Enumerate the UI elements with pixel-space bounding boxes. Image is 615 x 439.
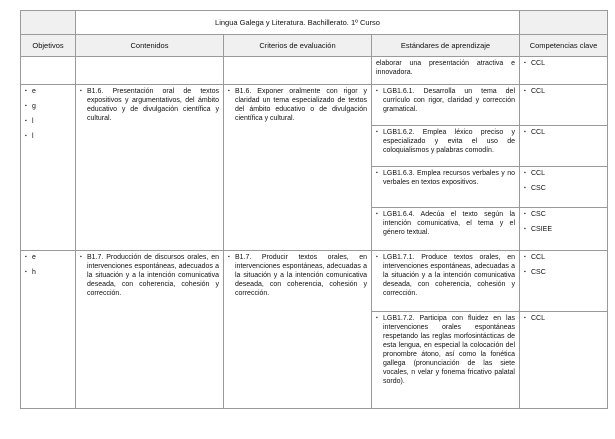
- contenido-cell: [76, 85, 224, 251]
- estandar-text: ▪ LGB1.6.4. Adecúa el texto según la intención comunicativa, el tema y el género textual.: [376, 210, 515, 237]
- criterio-text: ▪ B1.6. Exponer oralmente con rigor y claridad un tema especializado de textos del ámbito educativo o de divulgación científica y cultural.: [228, 87, 367, 123]
- header-objetivos: Objetivos: [21, 35, 76, 57]
- estandar-text: ▪ LGB1.6.1. Desarrolla un tema del currículo con rigor, claridad y corrección gramatical.: [376, 87, 515, 114]
- table-row: [21, 85, 608, 126]
- estandar-text: elaborar una presentación atractiva e innovadora.: [372, 57, 520, 85]
- competencia-item: ▪ CCL: [524, 87, 603, 96]
- header-competencias: Competencias clave: [520, 35, 608, 57]
- criterio-cell: [224, 251, 372, 409]
- criterio-text: ▪ B1.7. Producir textos orales, en intervenciones espontáneas, adecuadas a la situación y a la intención comunicativa deseada, con coherencia, cohesión y corrección.: [228, 253, 367, 298]
- criterio-cell: [224, 85, 372, 251]
- header-contenidos: Contenidos: [76, 35, 224, 57]
- estandar-text: ▪ LGB1.6.3. Emplea recursos verbales y no verbales en textos expositivos.: [376, 169, 515, 187]
- table-row: [21, 251, 608, 312]
- table-row: [21, 57, 608, 85]
- objetivo-item: ▪ e: [25, 87, 71, 96]
- objetivo-item: ▪ h: [25, 268, 71, 277]
- objetivo-item: ▪ g: [25, 102, 71, 111]
- objetivos-cell: [21, 85, 76, 251]
- competencia-item: ▪ CSC: [524, 268, 603, 277]
- contenido-text: ▪ B1.7. Producción de discursos orales, en intervenciones espontáneas, adecuados a la situación y a la intención comunicativa deseada, con coherencia, cohesión y corrección.: [80, 253, 219, 298]
- contenido-text: ▪ B1.6. Presentación oral de textos expositivos y argumentativos, del ámbito educativo y de divulgación científica y cultural.: [80, 87, 219, 123]
- estandar-text: ▪ LGB1.7.1. Produce textos orales, en intervenciones espontáneas, adecuadas a la situación y a la intención comunicativa deseada, con coherencia, cohesión y corrección.: [376, 253, 515, 298]
- table-title: Lingua Galega y Literatura. Bachillerato. 1º Curso: [76, 11, 520, 35]
- competencia-item: ▪ CSC: [524, 210, 603, 219]
- header-criterios: Criterios de evaluación: [224, 35, 372, 57]
- header-estandares: Estándares de aprendizaje: [372, 35, 520, 57]
- contenido-cell: [76, 251, 224, 409]
- competencia-item: ▪ CCL: [524, 59, 603, 68]
- estandar-text: ▪ LGB1.7.2. Participa con fluidez en las intervenciones orales espontáneas respetando las reglas morfosintácticas de esta lengua, en especial la colocación del pronombre átono, así como la fonética gallega (pronunciación de las siete vocales, n velar y fonema fricativo palatal sordo).: [376, 314, 515, 386]
- objetivo-item: ▪ l: [25, 117, 71, 126]
- competencia-item: ▪ CCL: [524, 128, 603, 137]
- header-blank-cell: [21, 11, 76, 35]
- header-blank-cell: [520, 11, 608, 35]
- objetivo-item: ▪ e: [25, 253, 71, 262]
- objetivos-cell: [21, 251, 76, 409]
- competencia-item: ▪ CSC: [524, 184, 603, 193]
- competencia-item: ▪ CCL: [524, 314, 603, 323]
- curriculum-table: [20, 10, 608, 409]
- competencia-item: ▪ CCL: [524, 169, 603, 178]
- competencia-item: ▪ CSIEE: [524, 225, 603, 234]
- estandar-text: ▪ LGB1.6.2. Emplea léxico preciso y especializado y evita el uso de coloquialismos y palabras comodín.: [376, 128, 515, 155]
- competencia-item: ▪ CCL: [524, 253, 603, 262]
- objetivo-item: ▪ l: [25, 132, 71, 141]
